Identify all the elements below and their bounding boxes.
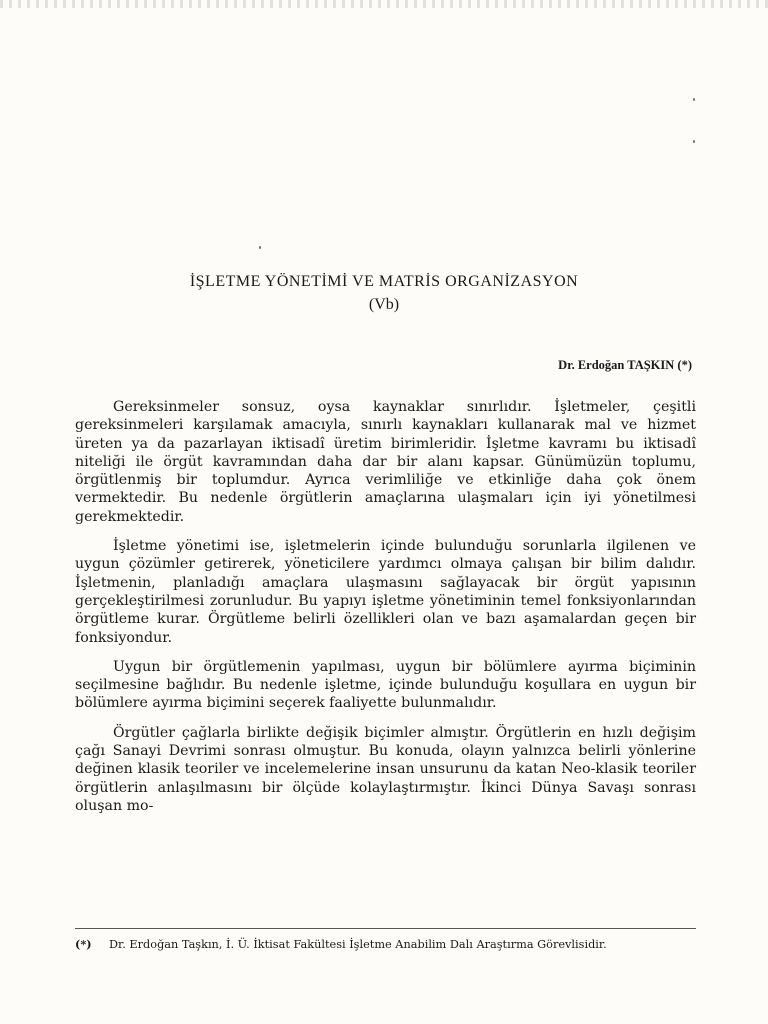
author-line	[558, 356, 692, 374]
paragraph: Uygun bir örgütlemenin yapılması, uygun bir bölümlere ayırma biçiminin seçilmesine bağlıdır. Bu nedenle işletme, içinde bulunduğu koşullara en uygun bir bölümlere ayırma biçimini seçerek faaliyette bulunmalıdır.	[75, 658, 696, 712]
paragraph: İşletme yönetimi ise, işletmelerin içinde bulunduğu sorunlarla ilgilenen ve uygun çözümler getirerek, yöneticilere yardımcı olmaya çalışan bir bilim dalıdır. İşletmenin, planladığı amaçlara ulaşmasını sağlayacak bir örgüt yapısının gerçekleştirilmesi zorunludur. Bu yapıyı işletme yönetiminin temel fonksiyonlarından örgütleme kurar. Örgütleme belirli özellikleri olan ve bazı aşamalardan geçen bir fonksiyondur.	[75, 538, 696, 646]
scan-speck	[693, 140, 695, 143]
article-title: İŞLETME YÖNETİMİ VE MATRİS ORGANİZASYON	[189, 273, 579, 290]
scan-speck	[693, 98, 695, 101]
author-name: Dr. Erdoğan TAŞKIN	[558, 358, 675, 372]
article-body	[75, 398, 696, 826]
scan-speck	[259, 246, 261, 249]
paragraph: Gereksinmeler sonsuz, oysa kaynaklar sınırlıdır. İşletmeler, çeşitli gereksinmeleri karşılamak amacıyla, sınırlı kaynakları kullanarak mal ve hizmet üreten ya da pazarlayan iktisadî üretim birimleridir. İşletme kavramı bu iktisadî niteliği ile örgüt kavramından daha dar bir alanı kapsar. Günümüzün toplumu, örgütlenmiş bir toplumdur. Ayrıca verimliliğe ve etkinliğe daha çok önem vermektedir. Bu nedenle örgütlerin amaçlarına ulaşmaları için iyi yönetilmesi gerekmektedir.	[75, 399, 696, 525]
footnote-divider	[75, 928, 696, 929]
author-footnote-mark: (*)	[677, 358, 692, 372]
article-subtitle: (Vb)	[368, 296, 400, 313]
paragraph: Örgütler çağlarla birlikte değişik biçimler almıştır. Örgütlerin en hızlı değişim çağı Sanayi Devrimi sonrası olmuştur. Bu konuda, olayın yalnızca belirli yönlerine değinen klasik teoriler ve incelemelerine insan unsurunu da katan Neo-klasik teoriler örgütlerin anlaşılmasını bir ölçüde kolaylaştırmıştır. İkinci Dünya Savaşı sonrası oluşan mo-	[75, 724, 696, 814]
footnote-mark: (*)	[75, 937, 92, 951]
scan-edge-artifact	[0, 0, 768, 8]
footnote-text: Dr. Erdoğan Taşkın, İ. Ü. İktisat Fakültesi İşletme Anabilim Dalı Araştırma Görevlisidir.	[109, 938, 607, 951]
footnote	[75, 936, 696, 953]
